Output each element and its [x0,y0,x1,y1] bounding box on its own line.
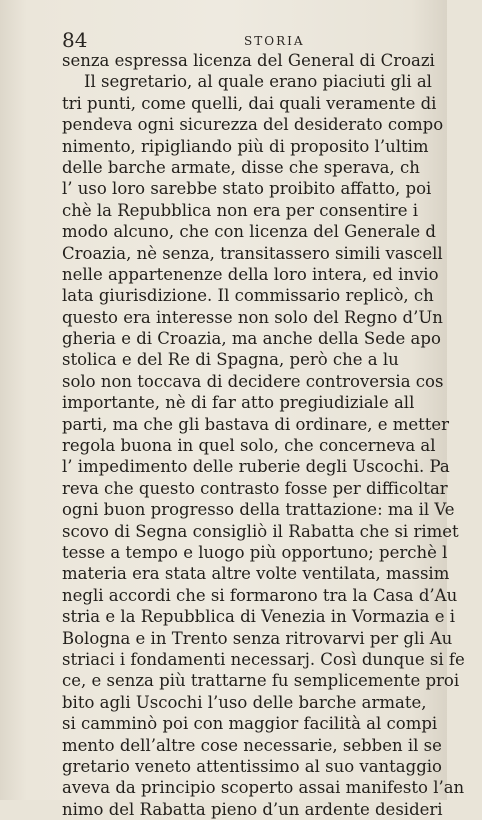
body-text [62,50,482,820]
text-line: bito agli Uscochi l’uso delle barche armate, [62,692,427,712]
text-line: solo non toccava di decidere controversia cos [62,371,444,391]
text-line: l’ impedimento delle ruberie degli Uscochi. Pa [62,457,450,477]
running-title: STORIA [244,34,305,48]
text-line: lata giurisdizione. Il commissario replicò, ch [62,286,434,306]
page-number: 84 [62,28,88,52]
text-line: l’ uso loro sarebbe stato proibito affatto, poi [62,179,432,199]
text-line: tesse a tempo e luogo più opportuno; perchè l [62,542,448,562]
text-line: parti, ma che gli bastava di ordinare, e metter [62,414,450,434]
text-line: Bologna e in Trento senza ritrovarvi per gli Au [62,628,453,648]
text-line: mento dell’altre cose necessarie, sebben il se [62,735,442,755]
text-line: nimo del Rabatta pieno d’un ardente desideri [62,799,443,819]
text-line: Il segretario, al quale erano piaciuti gli al [84,72,432,92]
text-line: senza espressa licenza del General di Croazi [62,51,435,70]
text-line: reva che questo contrasto fosse per difficoltar [62,478,448,498]
text-line: regola buona in quel solo, che concerneva al [62,436,436,456]
text-line: aveva da principio scoperto assai manifesto l’an [62,778,465,798]
text-line: gretario veneto attentissimo al suo vantaggio [62,756,442,776]
text-line: stolica e del Re di Spagna, però che a lu [62,350,399,370]
text-line: nimento, ripigliando più di proposito l’ultim [62,136,429,156]
text-line: materia era stata altre volte ventilata, massim [62,564,450,584]
text-line: questo era interesse non solo del Regno d’Un [62,307,443,327]
text-line: ogni buon progresso della trattazione: ma il Ve [62,500,455,520]
text-line: importante, nè di far atto pregiudiziale all [62,393,415,413]
text-line: tri punti, come quelli, dai quali veramente di [62,93,437,113]
text-line: striaci i fondamenti necessarj. Così dunque si fe [62,649,465,669]
text-line: scovo di Segna consigliò il Rabatta che si rimet [62,521,459,541]
text-line: negli accordi che si formarono tra la Casa d’Au [62,585,458,605]
text-line: gheria e di Croazia, ma anche della Sede apo [62,329,441,349]
text-line: si camminò poi con maggior facilità al compi [62,714,438,734]
text-line: nelle appartenenze della loro intera, ed invio [62,264,439,284]
text-line: modo alcuno, che con licenza del Generale d [62,222,436,242]
text-line: delle barche armate, disse che sperava, ch [62,157,420,177]
text-line: stria e la Repubblica di Venezia in Vormazia e i [62,607,455,627]
text-line: chè la Repubblica non era per consentire i [62,200,418,220]
text-line: pendeva ogni sicurezza del desiderato compo [62,115,444,135]
text-line: Croazia, nè senza, transitassero simili vascell [62,243,443,263]
text-line: ce, e senza più trattarne fu semplicemente proi [62,671,460,691]
